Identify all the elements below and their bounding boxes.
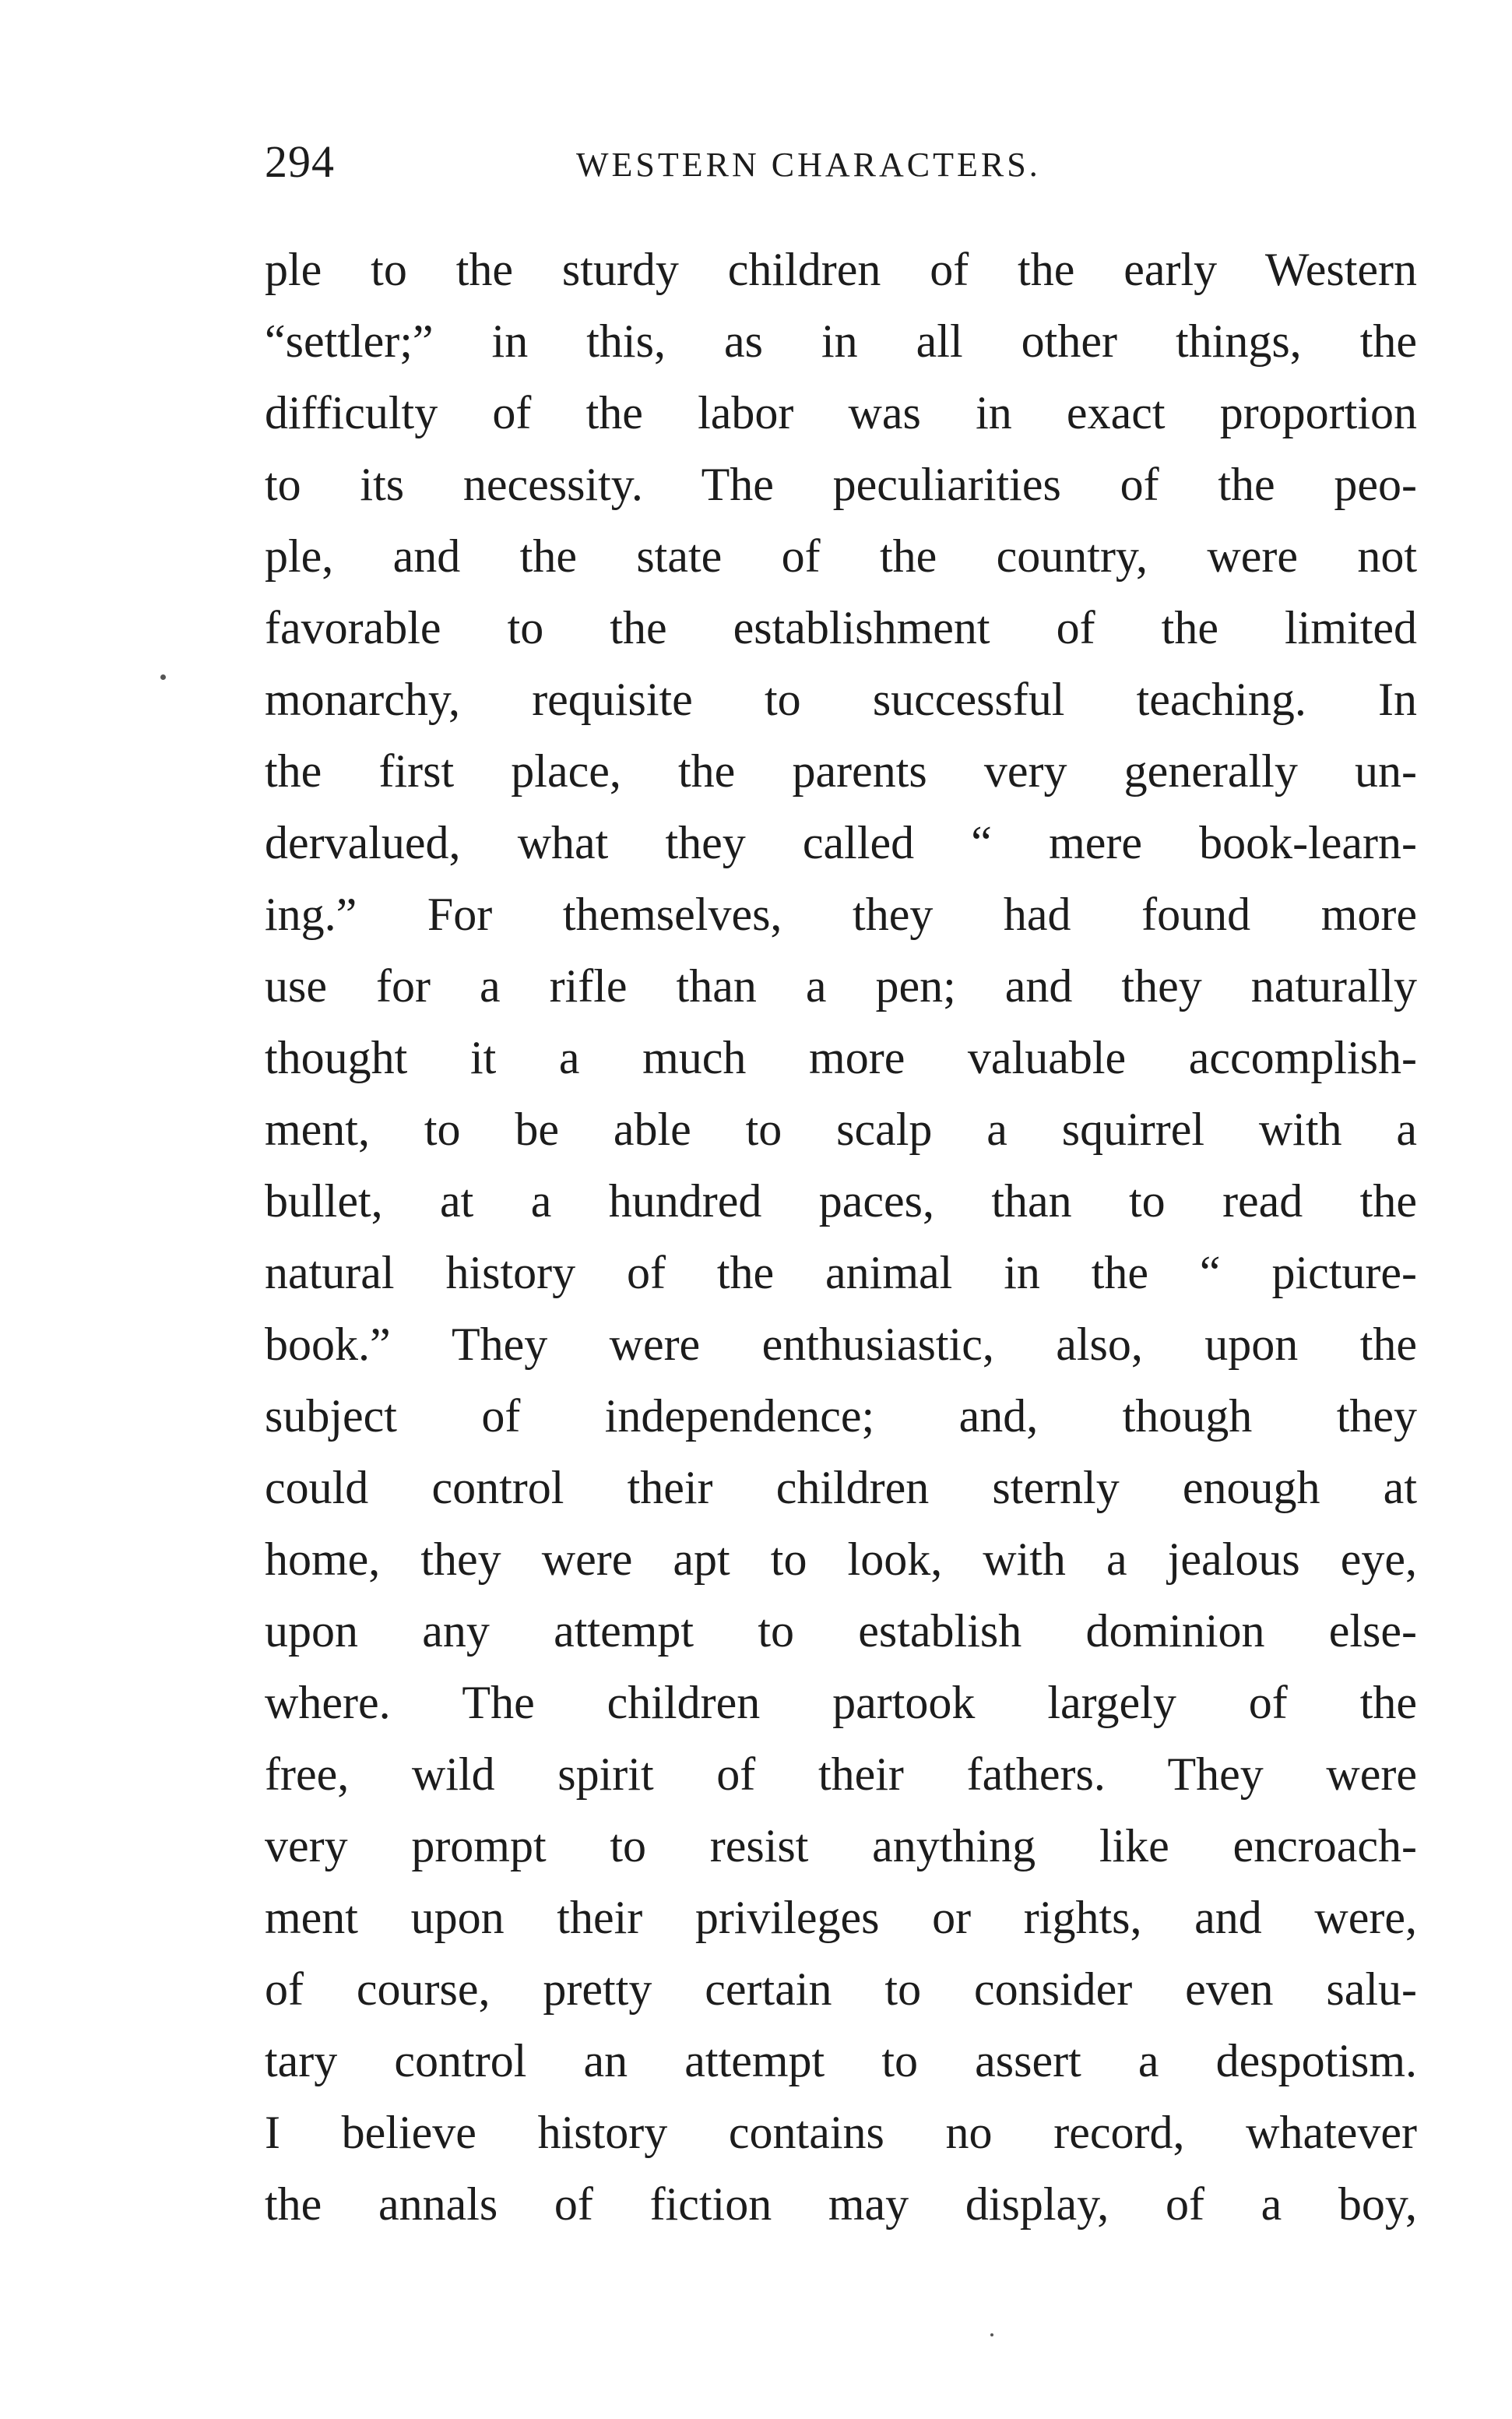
text-line: ment, to be able to scalp a squirrel with a [265, 1104, 1417, 1155]
body-text [265, 234, 1417, 2240]
text-line: ment upon their privileges or rights, and were, [265, 1892, 1417, 1943]
page-number: 294 [265, 136, 335, 187]
text-line: bullet, at a hundred paces, than to read the [265, 1175, 1417, 1227]
text-line: dervalued, what they called “ mere book-learn- [265, 817, 1417, 868]
page-header [265, 131, 1417, 193]
text-line: use for a rifle than a pen; and they naturally [265, 960, 1417, 1012]
text-line: ing.” For themselves, they had found more [265, 889, 1417, 940]
text-line: very prompt to resist anything like encroach- [265, 1820, 1417, 1871]
text-line: home, they were apt to look, with a jealous eye, [265, 1533, 1417, 1585]
text-line: natural history of the animal in the “ picture- [265, 1247, 1417, 1298]
text-line: monarchy, requisite to successful teaching. In [265, 674, 1417, 725]
text-line: the first place, the parents very generally un- [265, 745, 1417, 797]
text-line: upon any attempt to establish dominion else- [265, 1605, 1417, 1657]
text-line: favorable to the establishment of the limited [265, 602, 1417, 653]
print-speck [160, 674, 166, 680]
text-line: could control their children sternly enough at [265, 1462, 1417, 1513]
text-line: the annals of fiction may display, of a boy, [265, 2178, 1417, 2230]
text-line: of course, pretty certain to consider even salu- [265, 1963, 1417, 2015]
text-line: to its necessity. The peculiarities of the peo- [265, 459, 1417, 510]
text-line: tary control an attempt to assert a despotism. [265, 2035, 1417, 2086]
text-line: ple to the sturdy children of the early Western [265, 244, 1417, 295]
text-line: I believe history contains no record, whatever [265, 2107, 1417, 2158]
text-line: free, wild spirit of their fathers. They were [265, 1748, 1417, 1800]
text-line: “settler;” in this, as in all other things, the [265, 315, 1417, 367]
text-line: subject of independence; and, though they [265, 1390, 1417, 1442]
running-head: WESTERN CHARACTERS. [576, 146, 1041, 184]
text-line: book.” They were enthusiastic, also, upon the [265, 1319, 1417, 1370]
text-line: difficulty of the labor was in exact proportion [265, 387, 1417, 438]
text-line: thought it a much more valuable accomplish- [265, 1032, 1417, 1083]
print-speck [990, 2333, 993, 2336]
text-line: where. The children partook largely of the [265, 1677, 1417, 1728]
text-line: ple, and the state of the country, were not [265, 530, 1417, 582]
